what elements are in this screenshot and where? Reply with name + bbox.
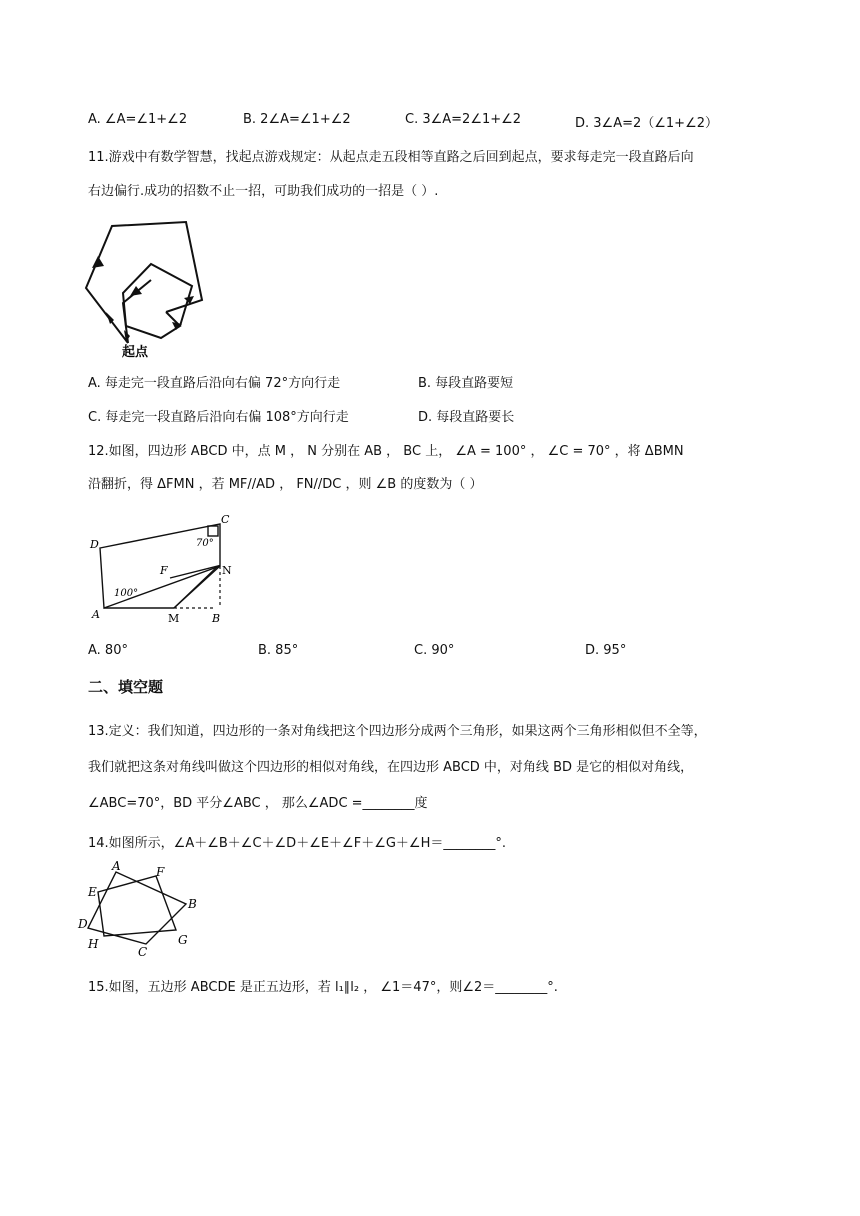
q10-option-d: D. 3∠A=2（∠1+∠2） <box>575 116 719 131</box>
q12-angle-a: 100° <box>114 588 139 599</box>
q12-label-a: A <box>92 608 100 621</box>
q11-figure-start-label: 起点 <box>122 345 149 358</box>
q14-label-a: A <box>112 859 121 873</box>
q14-label-f: F <box>156 865 165 879</box>
q13-text-line3: ∠ABC=70°，BD 平分∠ABC ， 那么∠ADC =________度 <box>88 796 428 811</box>
q12-label-n: N <box>222 564 232 577</box>
q11-text-line1: 11.游戏中有数学智慧，找起点游戏规定：从起点走五段相等直路之后回到起点，要求每走完一段直路后向 <box>88 150 694 165</box>
q14-label-h: H <box>88 937 99 951</box>
q12-label-c: C <box>221 513 230 526</box>
q12-option-c: C. 90° <box>414 643 455 658</box>
q12-text-line1: 12.如图，四边形 ABCD 中，点 M ， N 分别在 AB ， BC 上， ∠A = 100° ， ∠C = 70° ，将 ΔBMN <box>88 444 684 459</box>
q14-label-e: E <box>88 885 97 899</box>
q12-figure <box>84 508 244 628</box>
q11-option-a: A. 每走完一段直路后沿向右偏 72°方向行走 <box>88 376 341 391</box>
q14-label-c: C <box>138 945 148 958</box>
q12-label-b: B <box>212 612 221 625</box>
q12-option-d: D. 95° <box>585 643 627 658</box>
q12-text-line2: 沿翻折，得 ΔFMN ，若 MF//AD ， FN//DC ，则 ∠B 的度数为（ ） <box>88 477 483 492</box>
q15-text-line1: 15.如图，五边形 ABCDE 是正五边形，若 l₁∥l₂ ， ∠1＝47°，则∠2＝________°. <box>88 980 558 995</box>
q11-option-b: B. 每段直路要短 <box>418 376 514 391</box>
q12-label-m: M <box>168 612 180 625</box>
q12-option-a: A. 80° <box>88 643 128 658</box>
q11-figure <box>76 208 216 358</box>
section-fill-in-title: 二、填空题 <box>88 678 164 696</box>
q11-option-c: C. 每走完一段直路后沿向右偏 108°方向行走 <box>88 410 349 425</box>
q14-figure <box>76 858 206 958</box>
q12-label-f: F <box>160 564 168 577</box>
q11-text-line2: 右边偏行.成功的招数不止一招，可助我们成功的一招是（ ）. <box>88 184 439 199</box>
q12-label-d: D <box>90 538 99 551</box>
q10-option-b: B. 2∠A=∠1+∠2 <box>243 112 351 127</box>
q14-label-d: D <box>78 917 88 931</box>
q13-text-line2: 我们就把这条对角线叫做这个四边形的相似对角线，在四边形 ABCD 中，对角线 BD 是它的相似对角线， <box>88 760 694 775</box>
q14-text-line1: 14.如图所示，∠A＋∠B＋∠C＋∠D＋∠E＋∠F＋∠G＋∠H＝________°. <box>88 836 506 851</box>
q10-option-a: A. ∠A=∠1+∠2 <box>88 112 188 127</box>
q12-angle-c: 70° <box>196 538 214 549</box>
q12-option-b: B. 85° <box>258 643 299 658</box>
q13-text-line1: 13.定义：我们知道，四边形的一条对角线把这个四边形分成两个三角形，如果这两个三角形相似但不全等， <box>88 724 707 739</box>
q10-option-c: C. 3∠A=2∠1+∠2 <box>405 112 522 127</box>
q14-label-g: G <box>178 933 188 947</box>
q14-label-b: B <box>188 897 197 911</box>
q11-option-d: D. 每段直路要长 <box>418 410 515 425</box>
